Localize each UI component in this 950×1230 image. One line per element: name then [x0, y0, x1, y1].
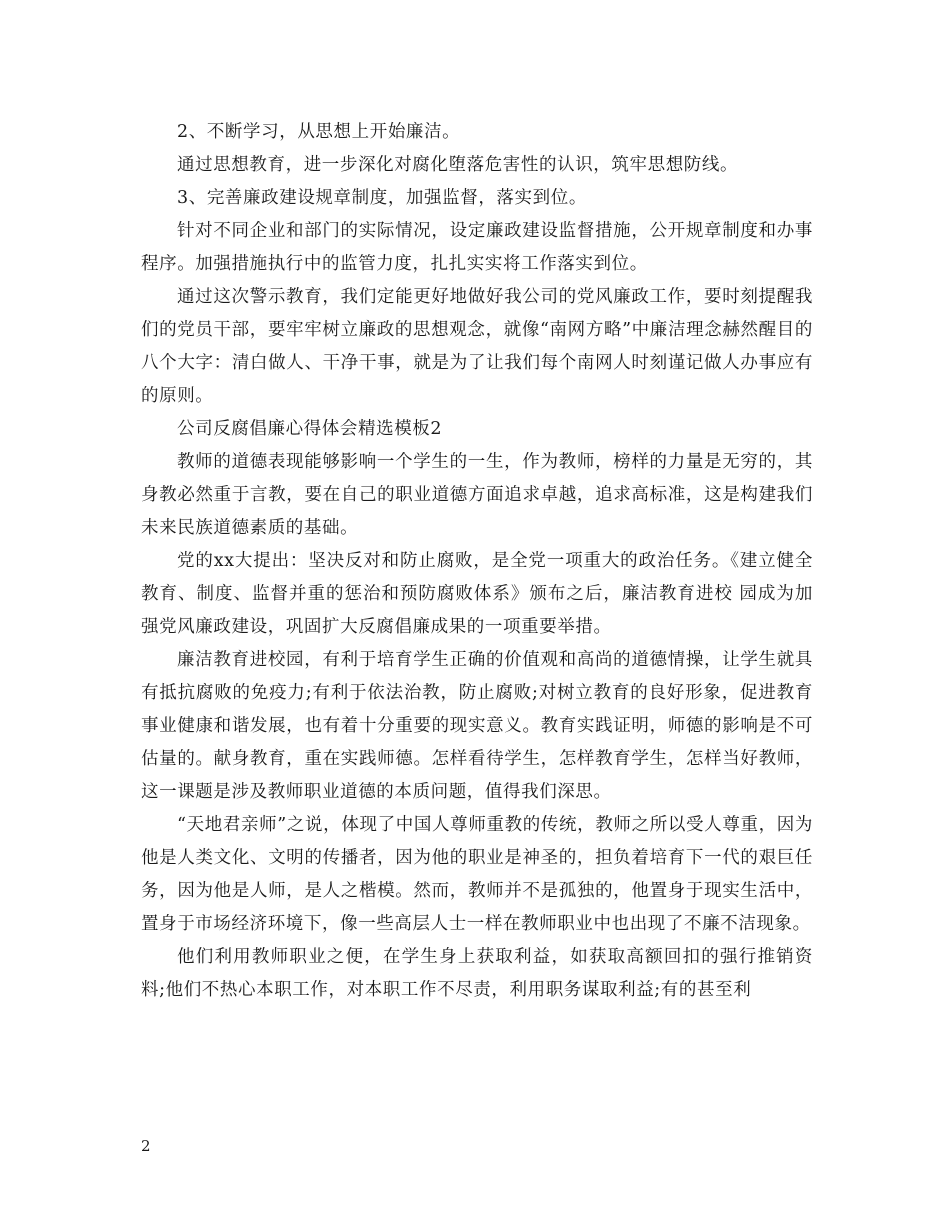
paragraph-11: 他们利用教师职业之便，在学生身上获取利益，如获取高额回扣的强行推销资料;他们不热心本职工作，对本职工作不尽责，利用职务谋取利益;有的甚至利: [141, 947, 813, 1000]
paragraph-2: 通过思想教育，进一步深化对腐化堕落危害性的认识，筑牢思想防线。: [177, 155, 739, 175]
section-heading: 公司反腐倡廉心得体会精选模板2: [177, 419, 443, 439]
paragraph-10: “天地君亲师”之说，体现了中国人尊师重教的传统，教师之所以受人尊重，因为他是人类文化、文明的传播者，因为他的职业是神圣的，担负着培育下一代的艰巨任务，因为他是人师，是人之楷模。然而，教师并不是孤独的，他置身于现实生活中，置身于市场经济环境下，像一些高层人士一样在教师职业中也出现了不廉不洁现象。: [141, 815, 813, 934]
paragraph-5: 通过这次警示教育，我们定能更好地做好我公司的党风廉政工作，要时刻提醒我们的党员干部，要牢牢树立廉政的思想观念，就像“南网方略”中廉洁理念赫然醒目的八个大字：清白做人、干净干事，就是为了让我们每个南网人时刻谨记做人办事应有的原则。: [141, 287, 813, 406]
paragraph-1: 2、不断学习，从思想上开始廉洁。: [177, 122, 461, 142]
page-number: 2: [141, 1137, 151, 1155]
body-text: [141, 116, 813, 1007]
paragraph-3: 3、完善廉政建设规章制度，加强监督，落实到位。: [177, 188, 587, 208]
paragraph-4: 针对不同企业和部门的实际情况，设定廉政建设监督措施，公开规章制度和办事程序。加强措施执行中的监管力度，扎扎实实将工作落实到位。: [141, 221, 813, 274]
paragraph-7: 教师的道德表现能够影响一个学生的一生，作为教师，榜样的力量是无穷的，其身教必然重于言教，要在自己的职业道德方面追求卓越，追求高标准，这是构建我们未来民族道德素质的基础。: [141, 452, 813, 538]
paragraph-8: 党的xx大提出：坚决反对和防止腐败，是全党一项重大的政治任务。《建立健全教育、制度、监督并重的惩治和预防腐败体系》颁布之后，廉洁教育进校 园成为加强党风廉政建设，巩固扩大反腐倡廉成果的一项重要举措。: [141, 551, 813, 637]
paragraph-9: 廉洁教育进校园，有利于培育学生正确的价值观和高尚的道德情操，让学生就具有抵抗腐败的免疫力;有利于依法治教，防止腐败;对树立教育的良好形象，促进教育事业健康和谐发展，也有着十分重要的现实意义。教育实践证明，师德的影响是不可估量的。献身教育，重在实践师德。怎样看待学生，怎样教育学生，怎样当好教师，这一课题是涉及教师职业道德的本质问题，值得我们深思。: [141, 650, 813, 802]
